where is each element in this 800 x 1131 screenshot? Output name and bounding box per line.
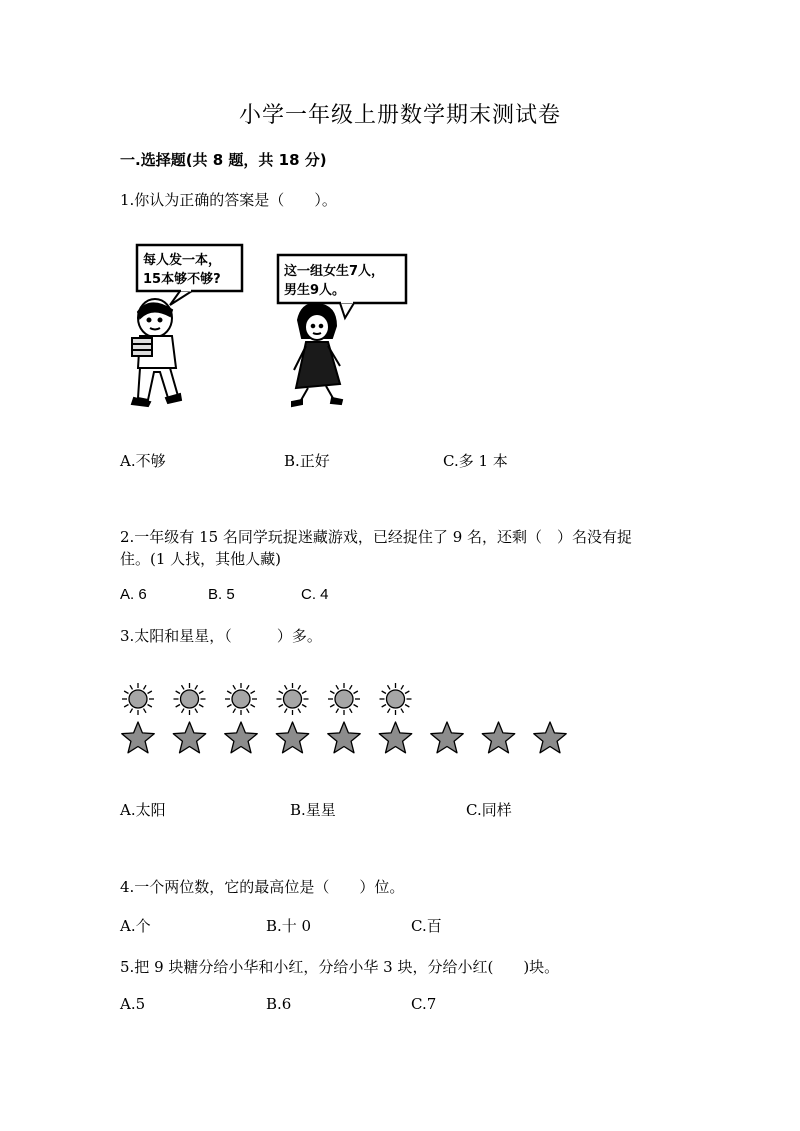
sun-icon <box>328 683 360 715</box>
question-4-text: 4.一个两位数，它的最高位是（ ）位。 <box>120 878 405 896</box>
question-2-text-line-1: 2.一年级有 15 名同学玩捉迷藏游戏，已经捉住了 9 名，还剩（ ）名没有捉 <box>120 528 633 546</box>
question-3-text: 3.太阳和星星，（ ）多。 <box>120 627 322 645</box>
question-3-option-a[interactable]: A.太阳 <box>120 801 166 819</box>
star-icon <box>122 722 154 753</box>
sun-icon <box>122 683 154 715</box>
question-2-option-a[interactable]: A. 6 <box>120 586 147 603</box>
sun-icon <box>225 683 257 715</box>
girl-speech-line-2: 男生9人。 <box>284 283 346 298</box>
question-3-option-b[interactable]: B.星星 <box>290 801 336 819</box>
question-2-option-c[interactable]: C. 4 <box>301 586 329 603</box>
question-5-option-c[interactable]: C.7 <box>411 995 437 1013</box>
question-3-option-c[interactable]: C.同样 <box>466 801 512 819</box>
boy-speech-line-1: 每人发一本， <box>143 253 222 268</box>
question-2-option-b[interactable]: B. 5 <box>208 586 235 603</box>
star-icon <box>431 722 463 753</box>
question-5-text: 5.把 9 块糖分给小华和小红，分给小华 3 块，分给小红( )块。 <box>120 958 560 976</box>
question-1-option-b[interactable]: B.正好 <box>284 452 330 470</box>
boy-speech-line-2: 15本够不够? <box>143 272 221 287</box>
page-title: 小学一年级上册数学期末测试卷 <box>238 103 561 128</box>
question-4-option-a[interactable]: A.个 <box>120 917 151 935</box>
question-1-option-a[interactable]: A.不够 <box>120 452 166 470</box>
section-heading: 一.选择题(共 8 题，共 18 分) <box>120 151 327 169</box>
star-icon <box>173 722 205 753</box>
star-icon <box>482 722 514 753</box>
question-5-option-a[interactable]: A.5 <box>120 995 146 1013</box>
star-icon <box>328 722 360 753</box>
star-icon <box>225 722 257 753</box>
question-1-option-c[interactable]: C.多 1 本 <box>443 452 508 470</box>
star-icon <box>534 722 566 753</box>
question-4-option-b[interactable]: B.十 0 <box>266 917 312 935</box>
star-icon <box>379 722 411 753</box>
question-1-text: 1.你认为正确的答案是（ ）。 <box>120 191 337 209</box>
sun-icon <box>174 683 206 715</box>
question-5-option-b[interactable]: B.6 <box>266 995 292 1013</box>
question-2-text-line-2: 住。(1 人找，其他人藏) <box>120 550 282 568</box>
girl-speech-line-1: 这一组女生7人， <box>284 264 385 279</box>
star-icon <box>276 722 308 753</box>
question-4-option-c[interactable]: C.百 <box>411 917 442 935</box>
sun-icon <box>277 683 309 715</box>
sun-icon <box>380 683 412 715</box>
